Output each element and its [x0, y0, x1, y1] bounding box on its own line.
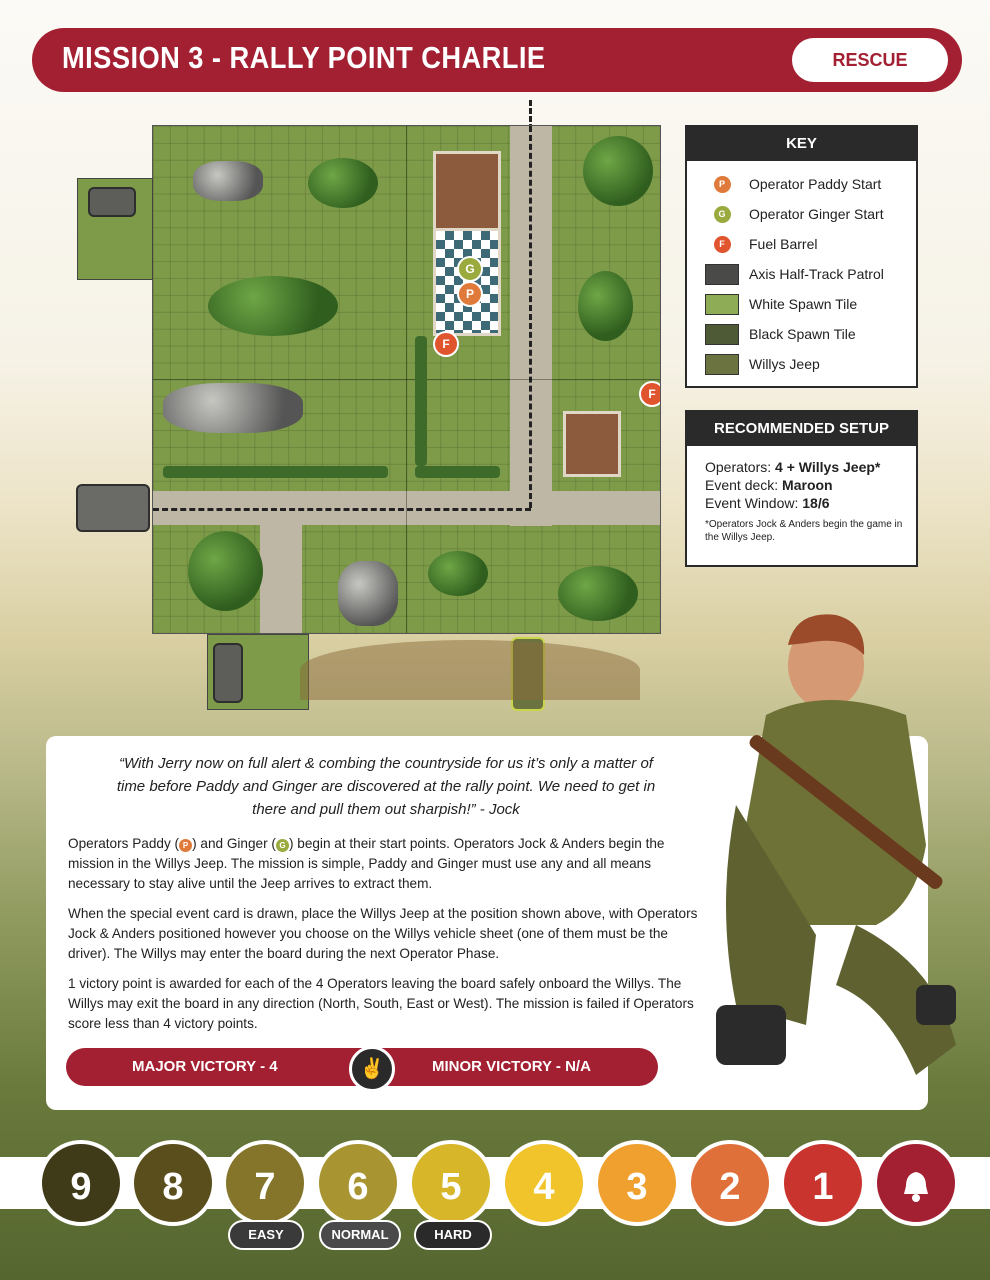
key-item-white-spawn: [687, 289, 916, 319]
difficulty-hard: HARD: [414, 1220, 492, 1250]
setup-event-window: Event Window: 18/6: [705, 495, 830, 511]
farmhouse-north: [433, 151, 501, 232]
victory-conditions-bar: [66, 1048, 658, 1086]
black-spawn-tile-icon: [705, 324, 739, 345]
key-item-label: White Spawn Tile: [749, 296, 858, 312]
difficulty-easy: EASY: [228, 1220, 304, 1250]
briefing-paragraph-2: When the special event card is drawn, place the Willys Jeep at the position shown above, with Operators Jock & Anders positioned however you choose on the Willys vehicle sheet (one of them must be the driver). The Willys may enter the board during the next Operator Phase.: [68, 906, 698, 961]
tree-cluster: [208, 276, 338, 336]
paddy-start-icon: P: [714, 176, 731, 193]
track-space-7: 7: [222, 1140, 308, 1226]
paddy-start-marker: P: [457, 281, 483, 307]
willys-jeep-icon: [705, 354, 739, 375]
track-space-5: 5: [408, 1140, 494, 1226]
farmhouse-east: [563, 411, 621, 477]
key-item-paddy: [687, 169, 916, 199]
peace-hand-icon: ✌: [349, 1046, 395, 1092]
mission-type-badge: RESCUE: [792, 38, 948, 82]
ginger-start-marker: G: [457, 256, 483, 282]
key-item-black-spawn: [687, 319, 916, 349]
fuel-barrel-marker: F: [433, 331, 459, 357]
fuel-barrel-icon: F: [714, 236, 731, 253]
key-item-label: Operator Paddy Start: [749, 176, 882, 192]
white-spawn-tile-icon: [705, 294, 739, 315]
track-space-9: 9: [38, 1140, 124, 1226]
road-route-vertical: [529, 126, 532, 508]
setup-operators: Operators: 4 + Willys Jeep*: [705, 459, 881, 475]
difficulty-normal: NORMAL: [319, 1220, 401, 1250]
tree-cluster: [558, 566, 638, 621]
ginger-inline-icon: G: [276, 839, 289, 852]
key-item-label: Black Spawn Tile: [749, 326, 856, 342]
tree-cluster: [428, 551, 488, 596]
tree-cluster: [308, 158, 378, 208]
setup-event-deck: Event deck: Maroon: [705, 477, 833, 493]
mission-title: MISSION 3 - RALLY POINT CHARLIE: [62, 40, 546, 75]
track-space-6: 6: [315, 1140, 401, 1226]
recommended-setup-panel: [685, 410, 918, 567]
key-panel: [685, 125, 918, 388]
alarm-bell-icon: [873, 1140, 959, 1226]
spawn-tile-south-west: [207, 634, 309, 710]
rock-cluster: [338, 561, 398, 626]
half-track-patrol-west: [76, 484, 150, 532]
paddy-inline-icon: P: [179, 839, 192, 852]
half-track-icon: [705, 264, 739, 285]
rock-cluster: [163, 383, 303, 433]
mission-header: [32, 28, 962, 92]
key-item-ginger: [687, 199, 916, 229]
key-item-willys: [687, 349, 916, 379]
tile-divider: [153, 379, 660, 380]
soldier-illustration: [676, 605, 976, 1095]
major-victory-label: MAJOR VICTORY - 4: [132, 1058, 278, 1075]
rock-cluster: [193, 161, 263, 201]
briefing-paragraph-1: Operators Paddy ( P ) and Ginger ( G ) begin at their start points. Operators Jock & Anders begin the mission in the Willys Jeep. The mission is simple, Paddy and Ginger must use any and all means necessary to stay alive until the Jeep arrives to extract them.: [68, 836, 665, 891]
fuel-barrel-marker: F: [639, 381, 661, 407]
key-item-label: Willys Jeep: [749, 356, 820, 372]
half-track-patrol: [213, 643, 243, 703]
tree-cluster: [188, 531, 263, 611]
track-space-8: 8: [130, 1140, 216, 1226]
road-route-horizontal: [153, 508, 531, 511]
key-item-fuel: [687, 229, 916, 259]
ginger-start-icon: G: [714, 206, 731, 223]
spawn-tile-west-north: [77, 178, 153, 280]
briefing-paragraph-3: 1 victory point is awarded for each of the 4 Operators leaving the board safely onboard the Willys. The Willys may exit the board in any direction (North, South, East or West). The mission is failed if Operators score less than 4 victory points.: [68, 976, 694, 1031]
key-item-label: Fuel Barrel: [749, 236, 818, 252]
track-space-3: 3: [594, 1140, 680, 1226]
hedge: [163, 466, 388, 478]
track-space-2: 2: [687, 1140, 773, 1226]
key-item-label: Axis Half-Track Patrol: [749, 266, 884, 282]
key-item-half-track: [687, 259, 916, 289]
game-map: [152, 125, 661, 634]
tree-cluster: [578, 271, 633, 341]
minor-victory-label: MINOR VICTORY - N/A: [432, 1058, 591, 1075]
background-hill: [300, 640, 640, 700]
setup-title: RECOMMENDED SETUP: [687, 412, 916, 446]
tree-cluster: [583, 136, 653, 206]
road-vertical-south: [260, 525, 302, 633]
hedge: [415, 466, 500, 478]
track-space-4: 4: [501, 1140, 587, 1226]
setup-note: *Operators Jock & Anders begin the game in the Willys Jeep.: [705, 519, 903, 543]
hedge: [415, 336, 427, 466]
key-title: KEY: [687, 127, 916, 161]
key-item-label: Operator Ginger Start: [749, 206, 884, 222]
track-space-1: 1: [780, 1140, 866, 1226]
briefing-quote: “With Jerry now on full alert & combing the countryside for us it’s only a matter of time before Paddy and Ginger are discovered at the rally point. We need to get in there and pull them out sharpish!” - Jock: [116, 755, 656, 818]
half-track-patrol: [88, 187, 136, 217]
